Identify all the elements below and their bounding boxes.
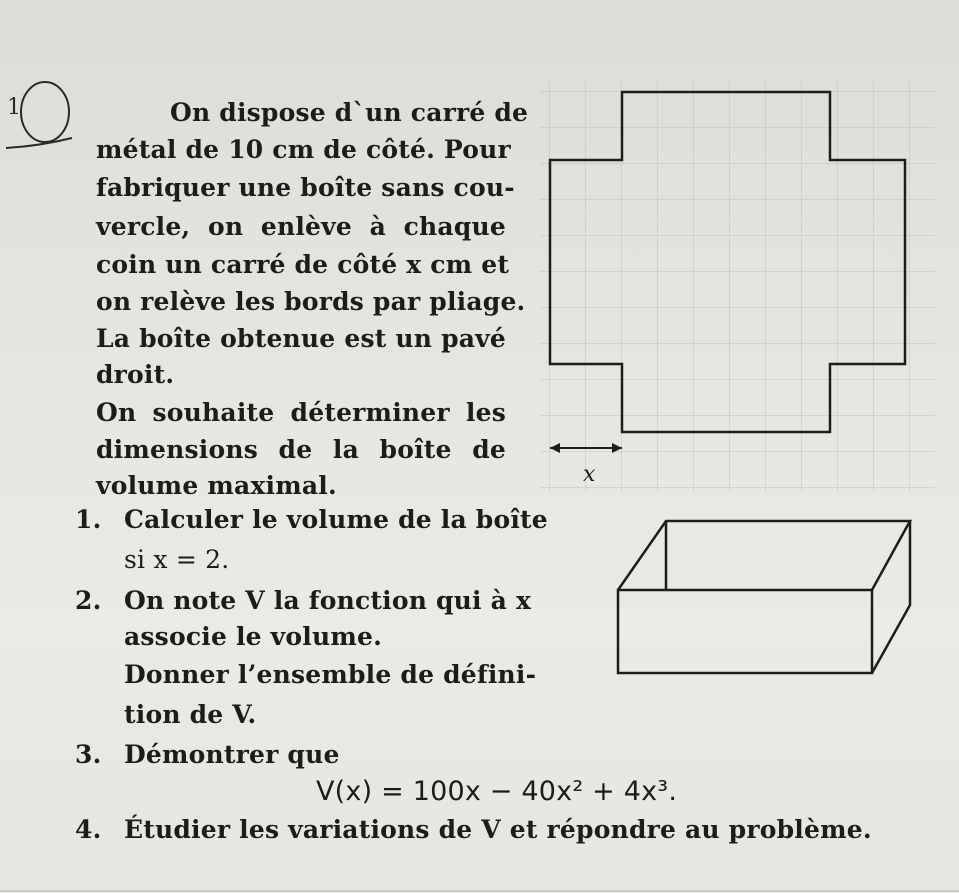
question-number: 1. <box>75 505 102 534</box>
exercise-number-mark <box>0 68 90 158</box>
question-line: Démontrer que <box>124 740 340 769</box>
question-number: 3. <box>75 740 102 769</box>
question-line: associe le volume. <box>124 622 382 651</box>
intro-line: métal de 10 cm de côté. Pour <box>96 135 511 164</box>
intro-line: On souhaite déterminer les <box>96 398 506 427</box>
exercise-number: 1 <box>7 95 21 120</box>
question-line: tion de V. <box>124 700 257 729</box>
formula: V(x) = 100x − 40x² + 4x³. <box>316 776 678 807</box>
question-line: Donner l’ensemble de défini- <box>124 660 537 689</box>
intro-line: coin un carré de côté x cm et <box>96 250 510 279</box>
figure-x-label: x <box>583 462 596 487</box>
intro-line: vercle, on enlève à chaque <box>96 212 506 241</box>
question-line: Calculer le volume de la boîte <box>124 505 548 534</box>
question-number: 4. <box>75 815 102 844</box>
intro-line: La boîte obtenue est un pavé <box>96 324 506 353</box>
bottom-rule <box>0 890 959 892</box>
question-number: 2. <box>75 586 102 615</box>
intro-line: On dispose d`un carré de <box>170 98 529 127</box>
cross-net-figure <box>540 82 935 492</box>
intro-line: fabriquer une boîte sans cou- <box>96 173 515 202</box>
intro-line: droit. <box>96 360 175 389</box>
question-line: Étudier les variations de V et répondre au problème. <box>124 815 872 844</box>
open-box-figure <box>610 515 920 680</box>
question-line: si x = 2. <box>124 545 230 574</box>
question-line: On note V la fonction qui à x <box>124 586 532 615</box>
intro-line: volume maximal. <box>96 471 337 500</box>
intro-line: on relève les bords par pliage. <box>96 287 526 316</box>
intro-line: dimensions de la boîte de <box>96 435 506 464</box>
